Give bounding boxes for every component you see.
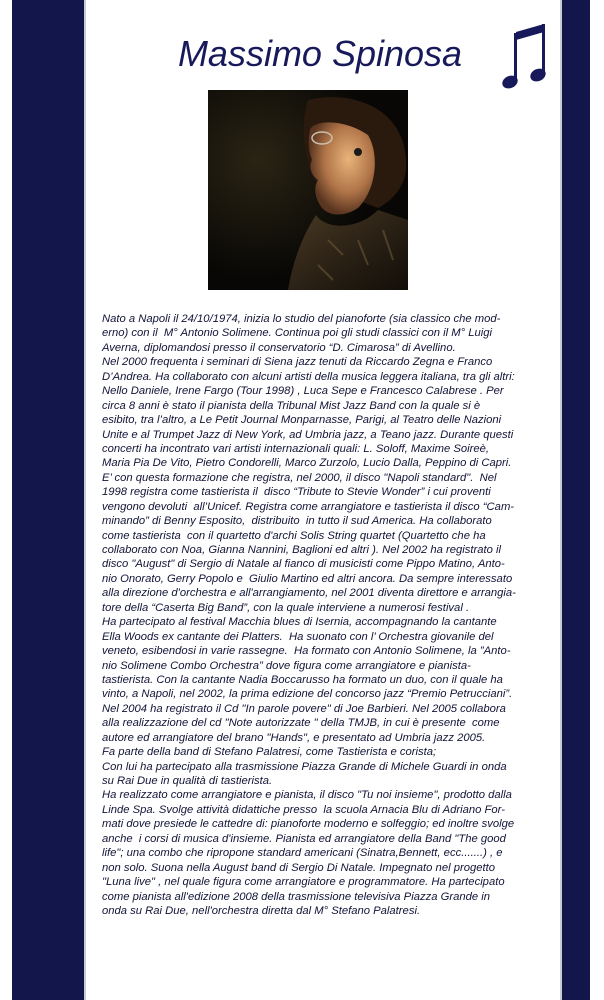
left-band-edge: [84, 0, 86, 1000]
biography-line: Ella Woods ex cantante dei Platters. Ha suonato con l’ Orchestra giovanile del: [102, 630, 494, 643]
biography-line: D’Andrea. Ha collaborato con alcuni artisti della musica leggera italiana, tra gli altri:: [102, 370, 515, 383]
biography-line: tore della “Caserta Big Band”, con la quale interviene a numerosi festival .: [102, 601, 470, 614]
music-note-icon: [500, 20, 550, 92]
biography-line: minando” di Benny Esposito, distribuito in tutto il sud America. Ha collaborato: [102, 515, 492, 528]
biography-line: Averna, diplomandosi presso il conservatorio “D. Cimarosa” di Avellino.: [102, 341, 456, 354]
biography-line: nio Onorato, Gerry Popolo e Giulio Martino ed altri ancora. Da sempre interessato: [102, 572, 513, 585]
biography-line: erno) con il M° Antonio Solimene. Continua poi gli studi classici con il M° Luigi: [102, 327, 493, 340]
biography-line: nio Solimene Combo Orchestra” dove figura come arrangiatore e pianista-: [102, 659, 471, 672]
biography-line: Nel 2004 ha registrato il Cd "In parole povere" di Joe Barbieri. Nel 2005 collabora: [102, 702, 506, 715]
biography-line: life"; una combo che ripropone standard americani (Sinatra,Bennett, ecc.......) , e: [102, 847, 503, 860]
biography-line: circa 8 anni è stato il pianista della Tribunal Mist Jazz Band con la quale si è: [102, 399, 481, 412]
biography-line: esibito, tra l’altro, a Le Petit Journal Monparnasse, Parigi, al Teatro delle Nazioni: [102, 414, 502, 427]
biography-line: "Luna live" , nel quale figura come arrangiatore e programmatore. Ha partecipato: [102, 876, 505, 889]
biography-text: [102, 312, 546, 918]
portrait-image: [208, 90, 408, 290]
biography-line: tastierista. Con la cantante Nadia Boccarusso ha formato un duo, con il quale ha: [102, 673, 503, 686]
biography-line: su Rai Due in qualità di tastierista.: [102, 775, 273, 787]
biography-line: Unite e al Trumpet Jazz di New York, ad Umbria jazz, a Teano jazz. Durante questi: [102, 428, 514, 441]
biography-line: non solo. Suona nella August band di Sergio Di Natale. Impegnato nel progetto: [102, 861, 495, 874]
biography-line: autore ed arrangiatore del brano "Hands", e presentato ad Umbria jazz 2005.: [102, 731, 486, 744]
biography-line: Ha realizzato come arrangiatore e pianista, il disco "Tu noi insieme", prodotto dalla: [102, 789, 512, 802]
biography-line: onda su Rai Due, nell'orchestra diretta dal M° Stefano Palatresi.: [102, 904, 421, 917]
biography-line: vengono devoluti all’Unicef. Registra come arrangiatore e tastierista il disco “Cam-: [102, 500, 515, 513]
page-margin-right: [590, 0, 604, 1000]
biography-line: mati dove presiede le cattedre di: pianoforte moderno e solfeggio; ed inoltre svolge: [102, 818, 515, 831]
page-title: Massimo Spinosa: [177, 33, 463, 74]
biography-line: anche i corsi di musica d'insieme. Pianista ed arrangiatore della Band "The good: [102, 832, 506, 845]
right-decorative-band: [562, 0, 590, 1000]
biography-line: Maria Pia De Vito, Pietro Condorelli, Marco Zurzolo, Lucio Dalla, Peppino di Capri.: [102, 457, 512, 470]
biography-line: Linde Spa. Svolge attività didattiche presso la scuola Arnacia Blu di Adriano For-: [102, 803, 505, 816]
biography-line: Nel 2000 frequenta i seminari di Siena jazz tenuti da Riccardo Zegna e Franco: [102, 356, 493, 369]
biography-line: alla direzione d'orchestra e all'arrangiamento, nel 2001 diventa direttore e arrangia-: [102, 587, 516, 600]
biography-line: come pianista all'edizione 2008 della trasmissione televisiva Piazza Grande in: [102, 890, 490, 903]
biography-line: disco "August" di Sergio di Natale al fianco di musicisti come Pippo Matino, Anto-: [102, 558, 505, 571]
biography-line: collaborato con Noa, Gianna Nannini, Baglioni ed altri ). Nel 2002 ha registrato il: [102, 544, 501, 556]
biography-line: concerti ha incontrato vari artisti internazionali quali: L. Soloff, Maxime Soireè,: [102, 442, 490, 455]
biography-line: Con lui ha partecipato alla trasmissione Piazza Grande di Michele Guardi in onda: [102, 760, 507, 773]
biography-line: E’ con questa formazione che registra, nel 2000, il disco "Napoli standard". Nel: [102, 471, 497, 484]
biography-line: Nato a Napoli il 24/10/1974, inizia lo studio del pianoforte (sia classico che mod-: [102, 313, 501, 325]
biography-line: Fa parte della band di Stefano Palatresi, come Tastierista e corista;: [102, 746, 437, 759]
biography-line: alla realizzazione del cd "Note autorizzate " della TMJB, in cui è presente come: [102, 717, 500, 730]
left-decorative-band: [12, 0, 84, 1000]
biography-line: vinto, a Napoli, nel 2002, la prima edizione del concorso jazz “Premio Petrucciani”.: [102, 688, 513, 701]
biography-line: Nello Daniele, Irene Fargo (Tour 1998) , Luca Sepe e Francesco Calabrese . Per: [102, 385, 504, 398]
biography-line: Ha partecipato al festival Macchia blues di Isernia, accompagnando la cantante: [102, 616, 497, 629]
biography-line: 1998 registra come tastierista il disco “Tribute to Stevie Wonder” i cui proventi: [102, 486, 491, 499]
biography-line: veneto, esibendosi in varie rassegne. Ha formato con Antonio Solimene, la ”Anto-: [102, 645, 511, 658]
page-margin-left: [0, 0, 12, 1000]
biography-line: come tastierista con il quartetto d'archi Solis String quartet (Quartetto che ha: [102, 529, 486, 542]
portrait-photo: [208, 90, 408, 290]
